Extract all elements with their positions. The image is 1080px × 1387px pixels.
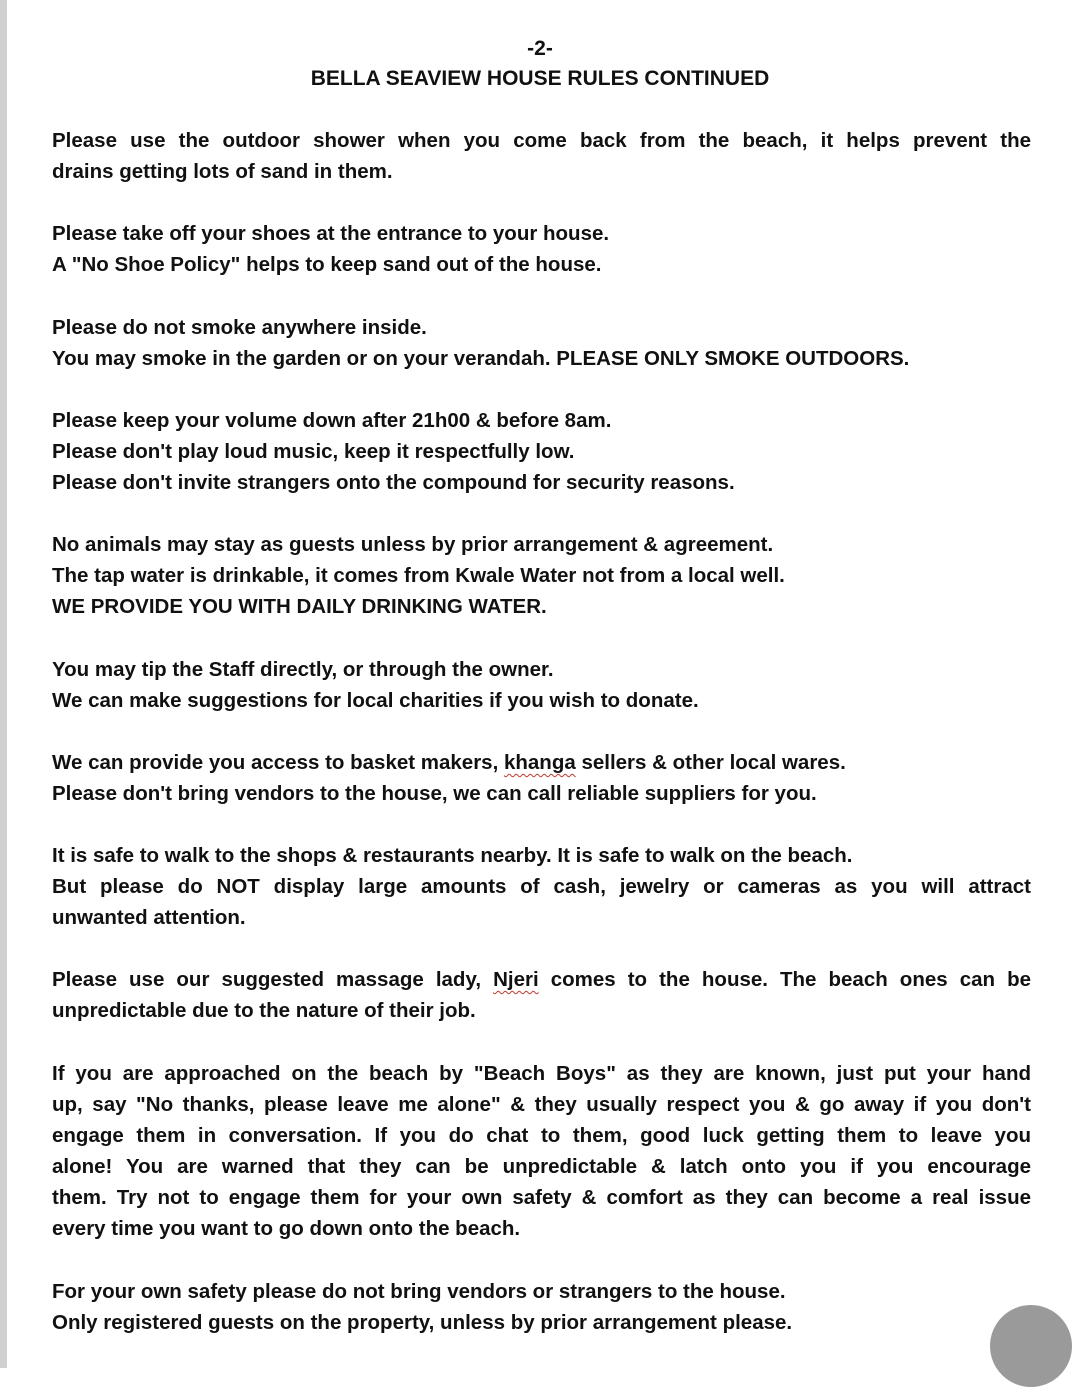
rule-line: Please take off your shoes at the entrance to your house. xyxy=(52,222,610,245)
rule-line: Please don't play loud music, keep it respectfully low. xyxy=(52,440,575,463)
rule-paragraph-guests xyxy=(52,1276,1031,1338)
rule-paragraph-noise xyxy=(52,405,1031,498)
spellcheck-word: khanga xyxy=(503,751,576,774)
rule-paragraph-smoking xyxy=(52,312,1031,374)
rule-line: But please do NOT display large amounts of cash, jewelry or cameras as you will attract xyxy=(52,875,1031,898)
rule-line: The tap water is drinkable, it comes from Kwale Water not from a local well. xyxy=(52,564,785,587)
rule-line: alone! You are warned that they can be unpredictable & latch onto you if you encourage xyxy=(52,1155,1031,1178)
rule-paragraph-shoes xyxy=(52,218,1031,280)
rule-text: We can provide you access to basket makers, xyxy=(52,751,504,774)
rule-line: unwanted attention. xyxy=(52,906,246,929)
rule-line: It is safe to walk to the shops & restaurants nearby. It is safe to walk on the beach. xyxy=(52,844,853,867)
rule-line: them. Try not to engage them for your own safety & comfort as they can become a real issue xyxy=(52,1186,1031,1209)
rule-line: If you are approached on the beach by "Beach Boys" as they are known, just put your hand xyxy=(52,1062,1031,1085)
rule-line xyxy=(52,964,1031,995)
rule-line xyxy=(52,747,1031,778)
rule-line: A "No Shoe Policy" helps to keep sand out of the house. xyxy=(52,253,602,276)
rule-line: For your own safety please do not bring vendors or strangers to the house. xyxy=(52,1280,786,1303)
rule-line: You may smoke in the garden or on your verandah. PLEASE ONLY SMOKE OUTDOORS. xyxy=(52,347,910,370)
rule-line: Please keep your volume down after 21h00 & before 8am. xyxy=(52,409,612,432)
rule-text: comes to the house. The beach ones can be xyxy=(538,968,1031,991)
rule-line: We can make suggestions for local charities if you wish to donate. xyxy=(52,689,699,712)
rule-paragraph-animals-water xyxy=(52,529,1031,622)
rule-paragraph-massage xyxy=(52,964,1031,1026)
page-title: BELLA SEAVIEW HOUSE RULES CONTINUED xyxy=(310,67,770,90)
rule-line: You may tip the Staff directly, or through the owner. xyxy=(52,658,554,681)
rule-line: Only registered guests on the property, unless by prior arrangement please. xyxy=(52,1311,793,1334)
rule-line: No animals may stay as guests unless by prior arrangement & agreement. xyxy=(52,533,774,556)
rule-line: Please don't bring vendors to the house, we can call reliable suppliers for you. xyxy=(52,782,817,805)
rule-line: drains getting lots of sand in them. xyxy=(52,160,393,183)
spellcheck-word: Njeri xyxy=(493,968,539,991)
rule-paragraph-safety-walk xyxy=(52,840,1031,933)
floating-action-button[interactable] xyxy=(990,1305,1072,1387)
page-left-edge xyxy=(0,0,7,1368)
rule-paragraph-shower xyxy=(52,125,1031,187)
rule-line: up, say "No thanks, please leave me alone" & they usually respect you & go away if you don't xyxy=(52,1093,1031,1116)
rule-line: Please don't invite strangers onto the compound for security reasons. xyxy=(52,471,735,494)
page-number: -2- xyxy=(527,37,553,60)
rule-line: Please use the outdoor shower when you come back from the beach, it helps prevent the xyxy=(52,129,1031,152)
rule-line: every time you want to go down onto the beach. xyxy=(52,1217,521,1240)
rule-line: engage them in conversation. If you do chat to them, good luck getting them to leave you xyxy=(52,1124,1031,1147)
rule-text: sellers & other local wares. xyxy=(575,751,846,774)
rule-line: unpredictable due to the nature of their job. xyxy=(52,999,476,1022)
rule-paragraph-beach-boys xyxy=(52,1058,1031,1244)
rule-paragraph-tipping xyxy=(52,654,1031,716)
rule-line: Please do not smoke anywhere inside. xyxy=(52,316,427,339)
rule-paragraph-vendors xyxy=(52,747,1031,809)
rule-line: WE PROVIDE YOU WITH DAILY DRINKING WATER. xyxy=(52,595,547,618)
rule-text: Please use our suggested massage lady, xyxy=(52,968,494,991)
